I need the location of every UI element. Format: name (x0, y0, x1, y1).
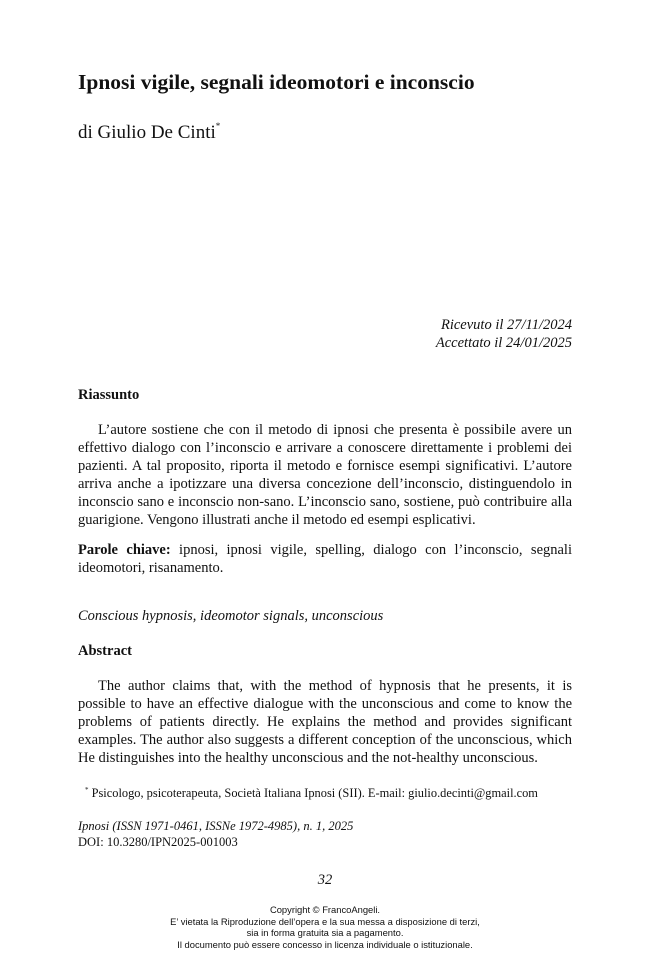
copyright-line-2: E’ vietata la Riproduzione dell’opera e la sua messa a disposizione di terzi, (170, 915, 480, 927)
submission-dates (272, 316, 572, 352)
abstract-heading: Abstract (78, 643, 132, 659)
page-number: 32 (317, 872, 333, 888)
received-date: Ricevuto il 27/11/2024 (440, 317, 572, 333)
english-title: Conscious hypnosis, ideomotor signals, unconscious (78, 608, 384, 624)
copyright-line-1: Copyright © FrancoAngeli. (269, 904, 381, 915)
author-footnote (85, 786, 538, 801)
journal-info (78, 818, 353, 850)
author-line (78, 121, 220, 144)
copyright-line-3: sia in forma gratuita sia a pagamento. (246, 927, 404, 938)
article-title: Ipnosi vigile, segnali ideomotori e inconscio (78, 70, 475, 94)
keywords-paragraph (78, 541, 572, 577)
abstract-paragraph: The author claims that, with the method of hypnosis that he presents, it is possible to have an effective dialogue with the unconscious and come to know the problems of patients directly. He explains the method and provides significant examples. The author also suggests a different conception of the unconscious, which He distinguishes into the healthy unconscious and the not-healthy unconscious. (78, 678, 572, 766)
journal-doi[interactable]: DOI: 10.3280/IPN2025-001003 (78, 835, 238, 849)
footnote-mark: * (85, 786, 89, 794)
author-name: Giulio De Cinti (97, 122, 216, 143)
author-footnote-mark[interactable]: * (215, 121, 221, 131)
journal-citation: Ipnosi (ISSN 1971-0461, ISSNe 1972-4985), n. 1, 2025 (78, 819, 354, 833)
author-prefix: di (78, 122, 98, 143)
keywords-label: Parole chiave: (78, 542, 171, 558)
riassunto-paragraph: L’autore sostiene che con il metodo di ipnosi che presenta è possibile avere un effettivo dialogo con l’inconscio e arrivare a conoscere direttamente i problemi dei pazienti. A tal proposito, riporta il metodo e fornisce esempi significativi. L’autore arriva anche a ipotizzare una diversa concezione dell’inconscio, distinguendolo in inconscio sano e inconscio non-sano. L’inconscio sano, sostiene, può contribuire alla guarigione. Vengono illustrati anche il metodo ed esempi esplicativi. (78, 422, 572, 528)
copyright-notice (0, 904, 650, 950)
footnote-text: Psicologo, psicoterapeuta, Società Italiana Ipnosi (SII). E-mail: giulio.decinti@gmail.com (88, 786, 538, 800)
keywords-text: ipnosi, ipnosi vigile, spelling, dialogo con l’inconscio, segnali ideomotori, risanamento. (78, 542, 572, 576)
copyright-line-4: Il documento può essere concesso in licenza individuale o istituzionale. (177, 938, 473, 950)
accepted-date: Accettato il 24/01/2025 (435, 335, 572, 351)
riassunto-heading: Riassunto (78, 387, 140, 403)
